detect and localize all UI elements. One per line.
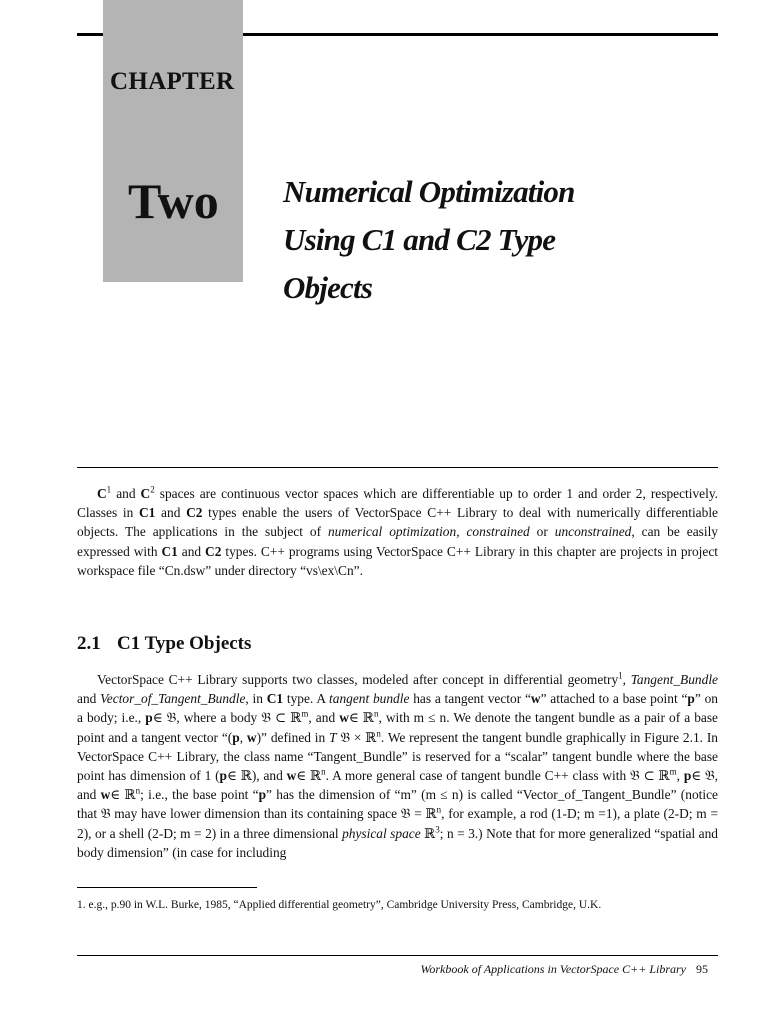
footnote-ref[interactable]: 1 [618, 670, 623, 681]
footnote-rule [77, 887, 257, 888]
section-number: 2.1 [77, 633, 101, 654]
footer-rule [77, 955, 718, 956]
page-footer [420, 962, 708, 977]
chapter-title-line: Using C1 and C2 Type [283, 222, 556, 257]
footnote: 1. e.g., p.90 in W.L. Burke, 1985, “Applied differential geometry”, Cambridge University Press, Cambridge, U.K. [77, 899, 602, 911]
section-divider [77, 467, 718, 468]
chapter-box [103, 0, 243, 282]
chapter-number: Two [128, 173, 219, 229]
section-heading [77, 633, 251, 655]
section-title: C1 Type Objects [117, 633, 252, 654]
footer-title: Workbook of Applications in VectorSpace C++ Library [420, 962, 686, 976]
page-number: 95 [696, 962, 708, 976]
chapter-title [283, 168, 723, 312]
chapter-title-line: Numerical Optimization [283, 174, 575, 209]
chapter-title-line: Objects [283, 270, 373, 305]
body-paragraph: VectorSpace C++ Library supports two classes, modeled after concept in differential geometry$^1$, Tangent_Bundle and Vector_of_Tangent_Bundle, in C1 type. A tangent bundle has a tangent vector “w” attached to a base point “p” on a body; i.e., p∈ 𝔅, where a body 𝔅 ⊂ ℝ$^m$, and w∈ ℝ$^n$, with m ≤ n. We denote the tangent bundle as a pair of a base point and a tangent vector “(p, w)” defined in T 𝔅 × ℝ$^n$. We represent the tangent bundle graphically in Figure 2.1. In VectorSpace C++ Library, the class name “Tangent_Bundle” is reserved for a “scalar” tangent bundle where the base point has dimension of 1 (p∈ ℝ), and w∈ ℝ$^n$. A more general case of tangent bundle C++ class with 𝔅 ⊂ ℝ$^m$, p∈ 𝔅, and w∈ ℝ$^n$; i.e., the base point “p” has the dimension of “m” (m ≤ n) is called “Vector_of_Tangent_Bundle” (notice that 𝔅 may have lower dimension than its containing space 𝔅 = ℝ$^n$, for example, a rod (1-D; m =1), a plate (2-D; m = 2), or a shell (2-D; m = 2) in a three dimensional physical space ℝ$^3$; n = 3.) Note that for more generalized “spatial and body dimension” (in case for including [77, 670, 719, 860]
chapter-label: CHAPTER [110, 68, 235, 95]
intro-paragraph: $C^1$ and $C^2$ spaces are continuous vector spaces which are differentiable up to order 1 and order 2, respectively. Classes in C1 and C2 types enable the users of VectorSpace C++ Library to deal with numerically differentiable objects. The applications in the subject of numerical optimization, constrained or unconstrained, can be easily expressed with C1 and C2 types. C++ programs using VectorSpace C++ Library in this chapter are projects in project workspace file “Cn.dsw” under directory “vs\ex\Cn”. [77, 484, 719, 578]
